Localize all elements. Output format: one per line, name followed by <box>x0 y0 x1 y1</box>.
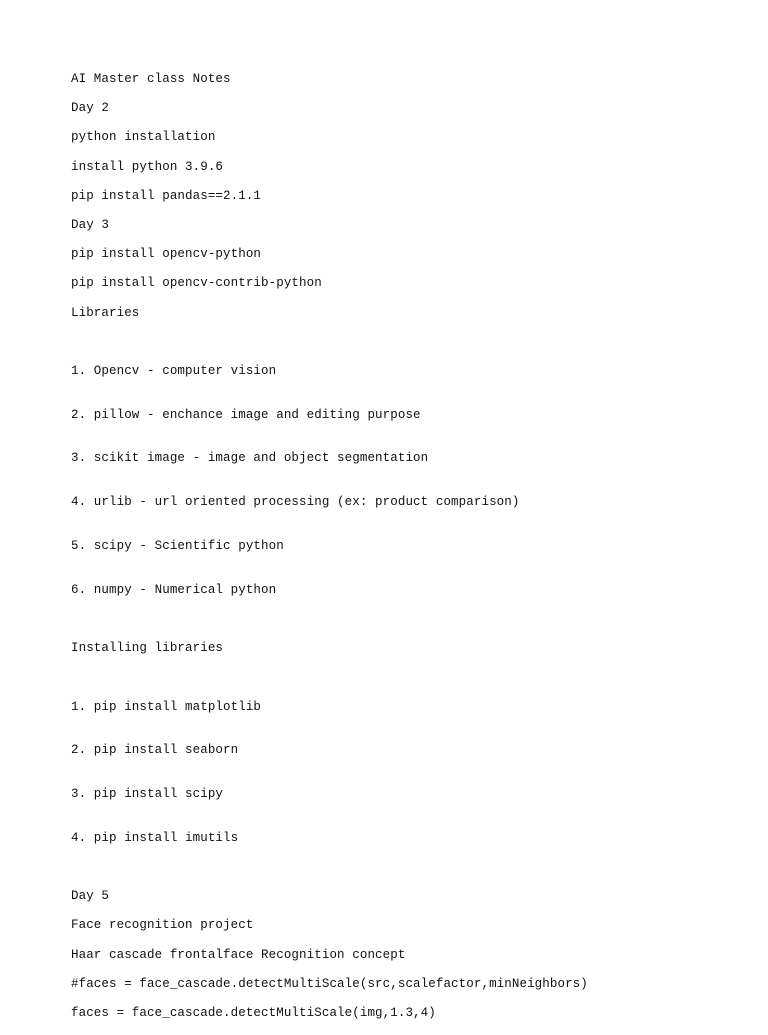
text-line: Day 3 <box>71 217 110 232</box>
text-line: pip install pandas==2.1.1 <box>71 188 262 203</box>
text-paragraph <box>71 160 751 175</box>
code-line <box>71 1006 751 1021</box>
libraries-heading <box>71 306 751 321</box>
text-paragraph <box>71 130 751 145</box>
text-paragraph <box>71 918 751 933</box>
list-item: 5. scipy - Scientific python <box>71 539 284 553</box>
section-heading-day-5 <box>71 889 751 904</box>
list-item: 6. numpy - Numerical python <box>71 582 277 597</box>
list-item: 1. pip install matplotlib <box>71 699 262 714</box>
text-line: Haar cascade frontalface Recognition concept <box>71 947 406 962</box>
installing-libraries-list <box>71 670 751 874</box>
list-item: 2. pip install seaborn <box>71 743 239 758</box>
text-line: pip install opencv-contrib-python <box>71 276 322 291</box>
libraries-list <box>71 335 751 627</box>
document-title <box>71 72 751 87</box>
list-item: 3. scikit image - image and object segmentation <box>71 451 429 466</box>
text-paragraph <box>71 247 751 262</box>
document-body <box>71 72 751 1035</box>
list-item: 2. pillow - enchance image and editing purpose <box>71 407 421 422</box>
installing-libraries-heading <box>71 641 751 656</box>
list-item: 1. Opencv - computer vision <box>71 363 277 378</box>
text-line: #faces = face_cascade.detectMultiScale(src,scalefactor,minNeighbors) <box>71 976 588 991</box>
section-heading-day-2 <box>71 101 751 116</box>
text-paragraph <box>71 948 751 963</box>
text-line: Day 2 <box>71 101 110 116</box>
text-line: Installing libraries <box>71 641 224 656</box>
list-item: 3. pip install scipy <box>71 787 224 802</box>
text-line: faces = face_cascade.detectMultiScale(img,1.3,4) <box>71 1006 436 1020</box>
list-item: 4. urlib - url oriented processing (ex: product comparison) <box>71 495 520 510</box>
text-line: pip install opencv-python <box>71 247 262 262</box>
text-line: python installation <box>71 130 216 145</box>
code-line <box>71 977 751 992</box>
list-item: 4. pip install imutils <box>71 830 239 845</box>
text-line: install python 3.9.6 <box>71 159 224 174</box>
text-line: Libraries <box>71 305 140 320</box>
text-line: Day 5 <box>71 889 110 904</box>
text-paragraph <box>71 189 751 204</box>
text-line: Face recognition project <box>71 918 254 933</box>
text-paragraph <box>71 276 751 291</box>
text-line: AI Master class Notes <box>71 72 231 86</box>
section-heading-day-3 <box>71 218 751 233</box>
